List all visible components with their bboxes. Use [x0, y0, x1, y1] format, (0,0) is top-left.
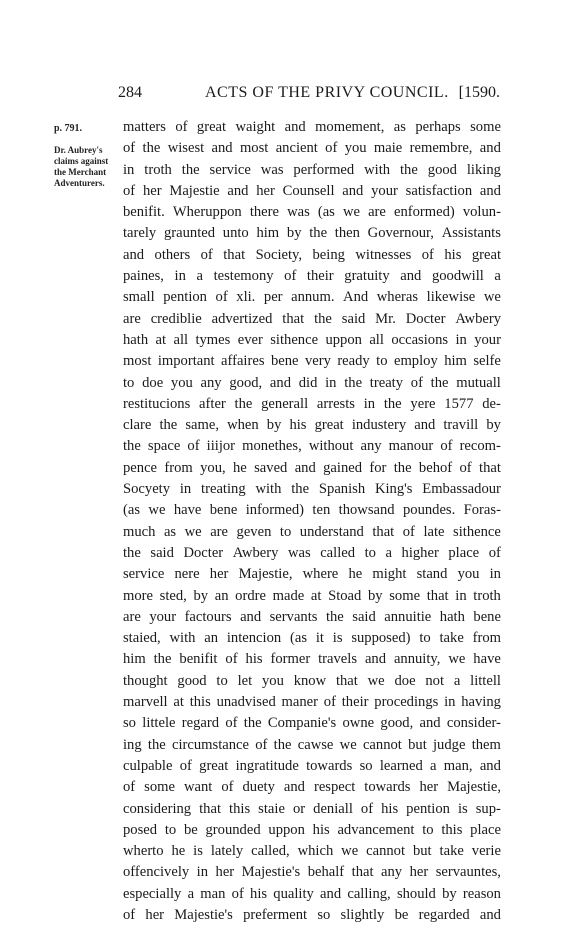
text-line: thought good to let you know that we doe not a littell [123, 672, 501, 689]
text-line: Socyety in treating with the Spanish King's Embassadour [123, 481, 501, 498]
text-line: hath at all tymes ever sithence uppon all occasions in your [123, 331, 501, 348]
text-line: pence from you, he saved and gained for the behof of that [123, 459, 501, 476]
running-header [110, 84, 500, 104]
text-line: restitucions after the generall arrests in the yere 1577 de- [123, 395, 501, 412]
text-line: considering that this staie or deniall of his pention is sup- [123, 800, 501, 817]
text-line: staied, with an intencion (as it is supposed) to take from [123, 630, 501, 647]
margin-note-line: Adventurers. [54, 178, 105, 188]
text-line: culpable of great ingratitude towards so learned a man, and [123, 757, 501, 774]
text-line: especially a man of his quality and calling, should by reason [123, 885, 501, 902]
text-line: and others of that Society, being witnesses of his great [123, 246, 501, 263]
text-line: much as we are geven to understand that of late sithence [123, 523, 501, 540]
text-line: wherto he is lately called, which we cannot but take verie [123, 843, 501, 860]
text-line: the space of iiijor monethes, without any manour of recom- [123, 438, 501, 455]
page-number: 284 [118, 84, 142, 101]
body-text [123, 117, 501, 926]
text-line: small pention of xli. per annum. And wheras likewise we [123, 289, 501, 306]
margin-note-line: the Merchant [54, 167, 107, 177]
margin-note-line: Dr. Aubrey's [54, 145, 103, 155]
margin-note-line: claims against [54, 156, 109, 166]
text-line: more sted, by an ordre made at Stoad by some that in troth [123, 587, 501, 604]
text-line: him the benifit of his former travels and annuity, we have [123, 651, 501, 668]
text-line: are your factours and servants the said annuitie hath bene [123, 608, 501, 625]
margin-notes [54, 123, 110, 189]
text-line: marvell at this unadvised maner of their procedings in having [123, 694, 501, 711]
text-line: matters of great waight and momement, as perhaps some [123, 119, 501, 135]
year-marker: [1590. [458, 84, 500, 101]
text-line: (as we have bene informed) ten thowsand poundes. Foras- [123, 502, 501, 519]
margin-note [54, 145, 110, 189]
text-line: the said Docter Awbery was called to a higher place of [123, 544, 501, 561]
text-line: posed to be grounded uppon his advancement to this place [123, 821, 501, 838]
text-line: of the wisest and most ancient of you maie remembre, and [123, 140, 501, 157]
text-line: clare the same, when by his great industery and travill by [123, 417, 501, 434]
text-line: to doe you any good, and did in the treaty of the mutuall [123, 374, 501, 391]
text-line: tarely graunted unto him by the then Governour, Assistants [123, 225, 501, 242]
text-line: benifit. Wheruppon there was (as we are enformed) volun- [123, 204, 501, 221]
text-line: of her Majestie and her Counsell and your satisfaction and [123, 182, 501, 199]
running-title: ACTS OF THE PRIVY COUNCIL. [205, 84, 449, 101]
text-line: of some want of duety and respect towards her Majestie, [123, 779, 501, 796]
text-line: most important affaires bene very ready to employ him selfe [123, 353, 501, 370]
text-line: offencively in her Majestie's behalf that any her servauntes, [123, 864, 501, 881]
text-line: ing the circumstance of the cawse we cannot but judge them [123, 736, 501, 753]
page-reference: p. 791. [54, 123, 83, 134]
text-line: so littele regard of the Companie's owne good, and consider- [123, 715, 501, 732]
text-line: service nere her Majestie, where he might stand you in [123, 566, 501, 583]
text-line: are crediblie advertized that the said Mr. Docter Awbery [123, 310, 501, 327]
text-line: in troth the service was performed with the good liking [123, 161, 501, 178]
text-line: paines, in a testemony of their gratuity and goodwill a [123, 268, 501, 285]
text-line: of her Majestie's preferment so slightly be regarded and [123, 906, 501, 923]
